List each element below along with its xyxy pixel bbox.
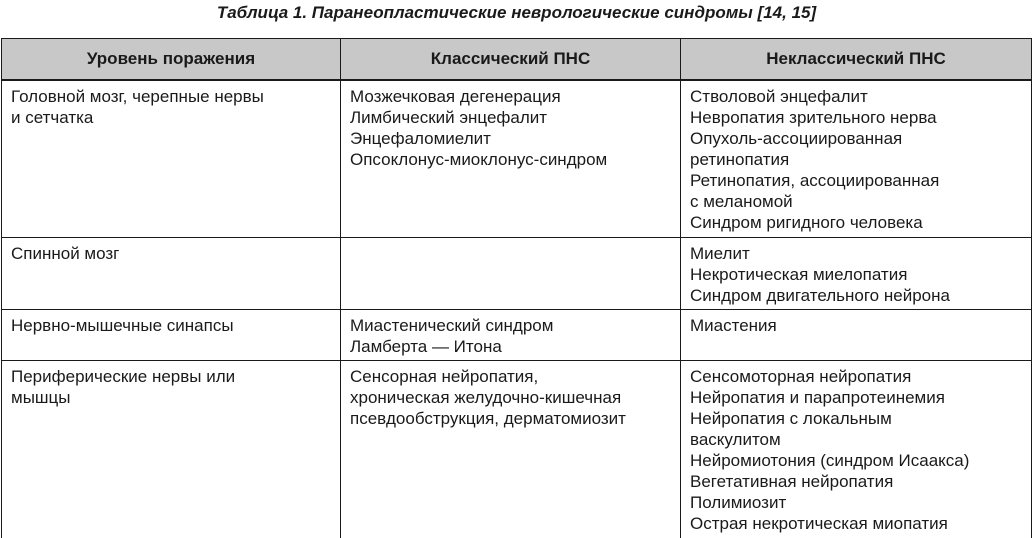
header-classic: Классический ПНС bbox=[341, 39, 681, 81]
text-line: Сенсомоторная нейропатия bbox=[690, 367, 912, 386]
text-line: Острая некротическая миопатия bbox=[690, 514, 948, 533]
text-line: с меланомой bbox=[690, 192, 793, 211]
cell-classic bbox=[341, 238, 681, 310]
cell-level bbox=[2, 310, 341, 361]
cell-level bbox=[2, 80, 341, 238]
cell-nonclassic bbox=[681, 80, 1032, 238]
text-line: Миастения bbox=[690, 316, 777, 335]
table-row bbox=[2, 80, 1032, 238]
cell-nonclassic bbox=[681, 361, 1032, 538]
text-line: Ретинопатия, ассоциированная bbox=[690, 171, 940, 190]
table-row bbox=[2, 310, 1032, 361]
cell-classic bbox=[341, 310, 681, 361]
text-line: Полимиозит bbox=[690, 493, 787, 512]
text-line: ретинопатия bbox=[690, 150, 790, 169]
text-line: Нейромиотония (синдром Исаакса) bbox=[690, 451, 970, 470]
cell-nonclassic bbox=[681, 310, 1032, 361]
text-line: Головной мозг, черепные нервы bbox=[11, 87, 264, 106]
text-line: мышцы bbox=[11, 388, 71, 407]
table-row bbox=[2, 238, 1032, 310]
header-nonclassic: Неклассический ПНС bbox=[681, 39, 1032, 81]
table-header-row bbox=[2, 39, 1032, 81]
text-line: Некротическая миелопатия bbox=[690, 265, 908, 284]
text-line: Нейропатия и парапротеинемия bbox=[690, 388, 945, 407]
text-line: хроническая желудочно-кишечная bbox=[350, 388, 622, 407]
text-line: Ламберта — Итона bbox=[350, 337, 502, 356]
text-line: Нейропатия с локальным bbox=[690, 409, 892, 428]
text-line: Опухоль-ассоциированная bbox=[690, 129, 903, 148]
text-line: псевдообструкция, дерматомиозит bbox=[350, 409, 626, 428]
text-line: Миелит bbox=[690, 244, 750, 263]
text-line: Опсоклонус-миоклонус-синдром bbox=[350, 150, 608, 169]
text-line: Миастенический синдром bbox=[350, 316, 554, 335]
cell-classic bbox=[341, 80, 681, 238]
cell-nonclassic bbox=[681, 238, 1032, 310]
cell-classic bbox=[341, 361, 681, 538]
table-row bbox=[2, 361, 1032, 538]
text-line: Стволовой энцефалит bbox=[690, 87, 868, 106]
text-line: Нервно-мышечные синапсы bbox=[11, 316, 234, 335]
table-caption: Таблица 1. Паранеопластические неврологические синдромы [14, 15] bbox=[216, 3, 817, 22]
text-line: Сенсорная нейропатия, bbox=[350, 367, 539, 386]
text-line: Энцефаломиелит bbox=[350, 129, 491, 148]
text-line: Невропатия зрительного нерва bbox=[690, 108, 937, 127]
text-line: Спинной мозг bbox=[11, 244, 120, 263]
text-line: и сетчатка bbox=[11, 108, 94, 127]
text-line: Вегетативная нейропатия bbox=[690, 472, 894, 491]
cell-level bbox=[2, 238, 341, 310]
text-line: Синдром ригидного человека bbox=[690, 213, 923, 232]
header-level: Уровень поражения bbox=[2, 39, 341, 81]
pns-table bbox=[1, 38, 1032, 538]
text-line: Мозжечковая дегенерация bbox=[350, 87, 561, 106]
text-line: васкулитом bbox=[690, 430, 781, 449]
cell-level bbox=[2, 361, 341, 538]
text-line: Синдром двигательного нейрона bbox=[690, 286, 950, 305]
text-line: Периферические нервы или bbox=[11, 367, 236, 386]
text-line: Лимбический энцефалит bbox=[350, 108, 548, 127]
